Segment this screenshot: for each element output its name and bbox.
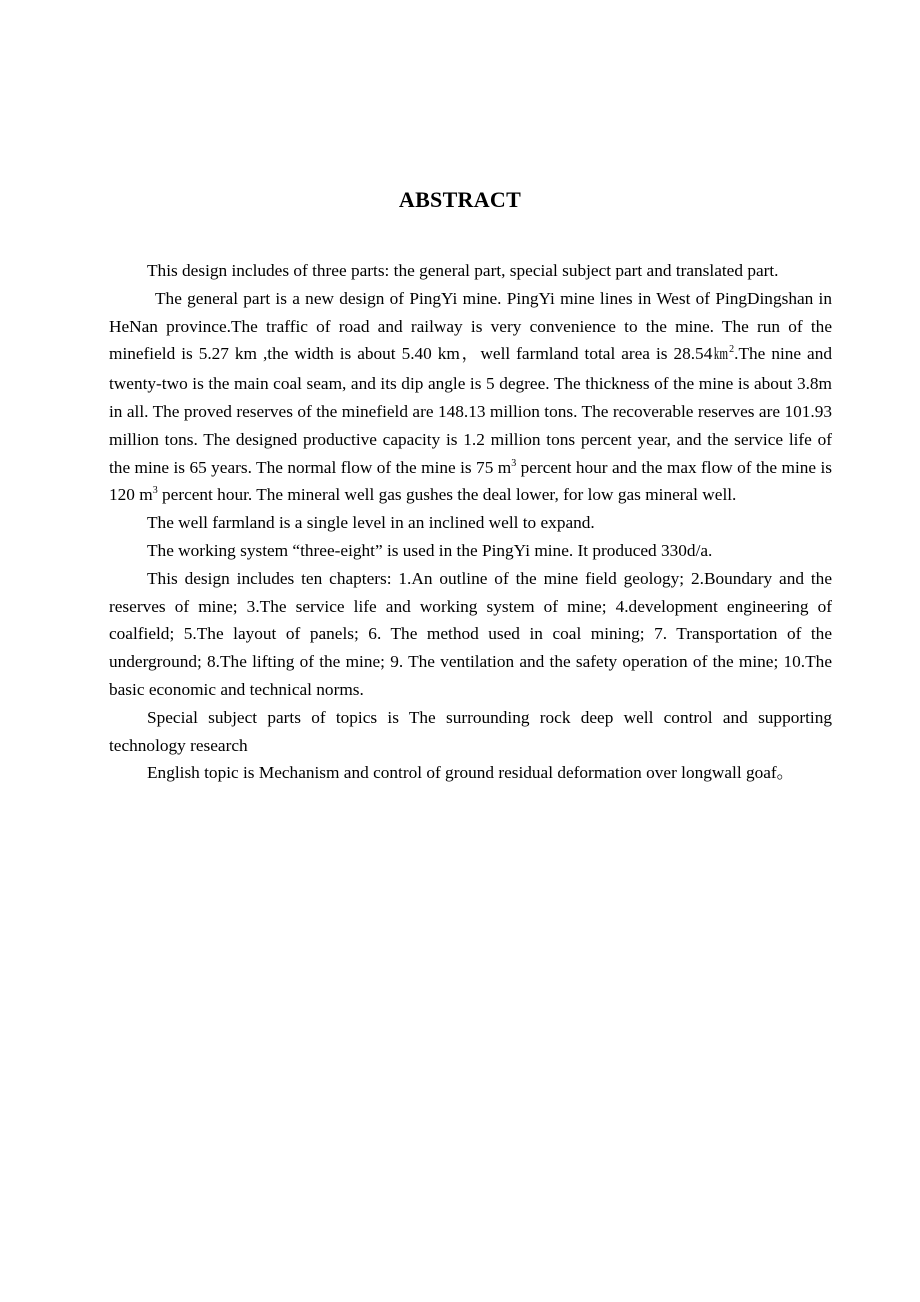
paragraph-english-topic: English topic is Mechanism and control of ground residual deformation over longwall goaf。 (147, 763, 794, 783)
general-part-text-b: .The nine and twenty-two is the main coal seam, and its dip angle is 5 degree. The thickness of the mine is about 3.8m in all. The proved reserves of the minefield are 148.13 million tons. The recoverable reserves are 101.93 million tons. The designed productive capacity is 1.2 million tons percent year, and the service life of the mine is 65 years. The normal flow of the mine is 75 m (109, 344, 832, 477)
paragraph-well-farmland: The well farmland is a single level in an inclined well to expand. (147, 513, 595, 533)
area-unit-exponent: 2 (729, 344, 735, 356)
abstract-body (109, 257, 832, 787)
general-part-text-c: percent hour and the max flow of the mine is 120 m (109, 457, 832, 505)
area-unit: ㎞ (712, 348, 730, 364)
max-flow-exponent: 3 (152, 485, 158, 497)
abstract-title: ABSTRACT (398, 187, 522, 212)
general-part-text-d: percent hour. The mineral well gas gushes the deal lower, for low gas mineral well. (157, 485, 737, 505)
paragraph-chapters: This design includes ten chapters: 1.An outline of the mine field geology; 2.Boundary and the reserves of mine; 3.The service life and working system of mine; 4.development engineering of coalfield; 5.The layout of panels; 6. The method used in coal mining; 7. Transportation of the underground; 8.The lifting of the mine; 9. The ventilation and the safety operation of the mine; 10.The basic economic and technical norms. (109, 568, 832, 699)
paragraph-parts: This design includes of three parts: the general part, special subject part and translated part. (147, 261, 779, 280)
normal-flow-exponent: 3 (511, 457, 517, 469)
paragraph-special-subject: Special subject parts of topics is The surrounding rock deep well control and supporting technology research (109, 707, 832, 755)
paragraph-general-part (109, 285, 832, 509)
general-part-text-a: The general part is a new design of PingYi mine. PingYi mine lines in West of PingDingshan in HeNan province.The traffic of road and railway is very convenience to the mine. The run of the minefield is 5.27 km ,the width is about 5.40 km，well farmland total area is 28.54 (109, 288, 832, 364)
paragraph-working-system: The working system “three-eight” is used in the PingYi mine. It produced 330d/a. (147, 540, 713, 560)
